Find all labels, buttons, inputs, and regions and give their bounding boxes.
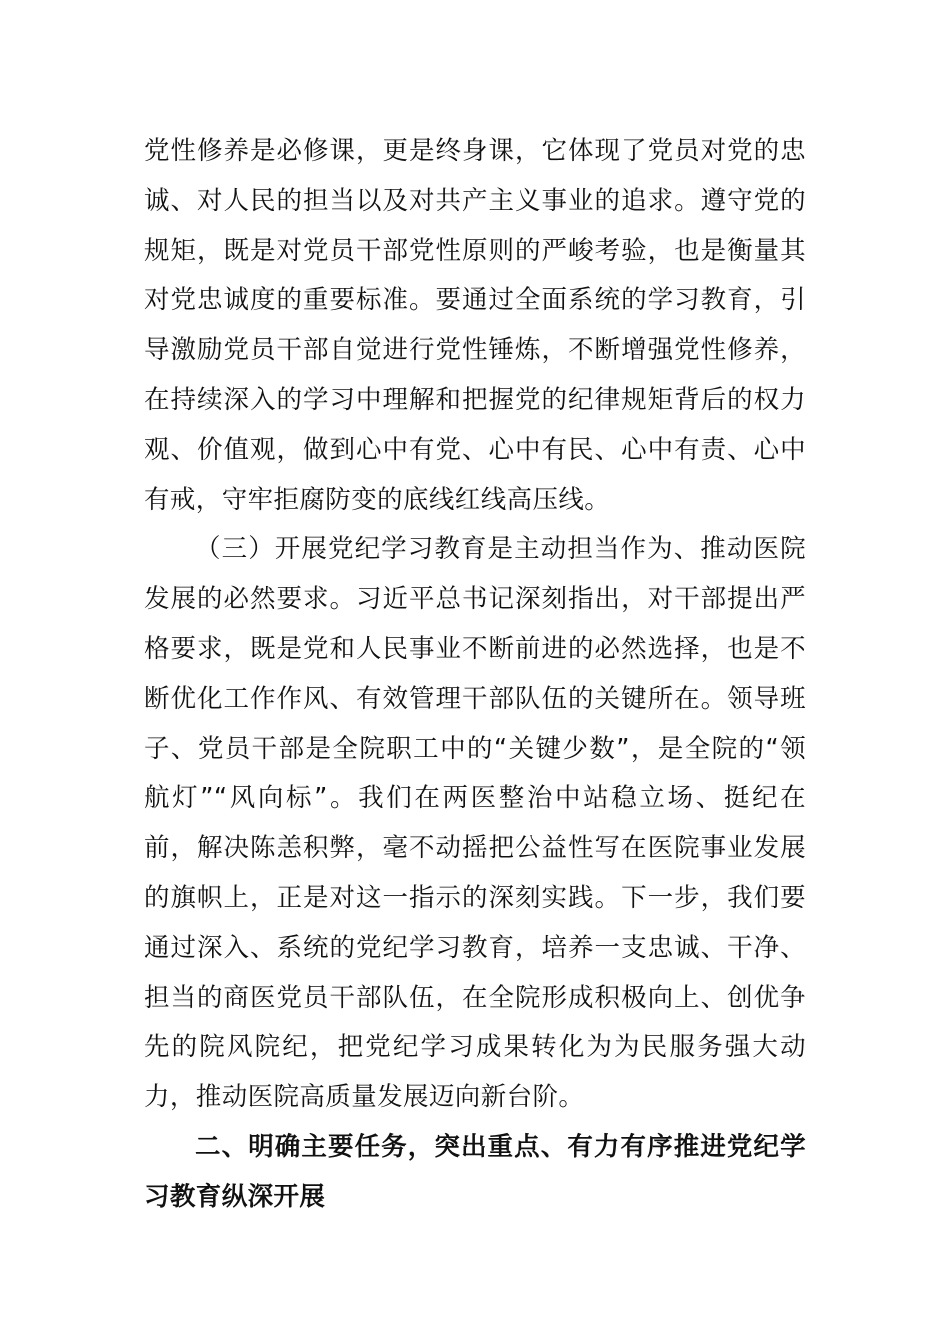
paragraph-hospital-development: （三）开展党纪学习教育是主动担当作为、推动医院发展的必然要求。习近平总书记深刻指出，对干部提出严格要求，既是党和人民事业不断前进的必然选择，也是不断优化工作作风、有效管理干部队伍的关键所在。领导班子、党员干部是全院职工中的“关键少数”，是全院的“领航灯”“风向标”。我们在两医整治中站稳立场、挺纪在前，解决陈恙积弊，毫不动摇把公益性写在医院事业发展的旗帜上，正是对这一指示的深刻实践。下一步，我们要通过深入、系统的党纪学习教育，培养一支忠诚、干净、担当的商医党员干部队伍，在全院形成积极向上、创优争先的院风院纪，把党纪学习成果转化为为民服务强大动力，推动医院高质量发展迈向新台阶。: [144, 534, 806, 1113]
document-body: [144, 127, 806, 1223]
section-heading-main-tasks: 二、明确主要任务，突出重点、有力有序推进党纪学习教育纵深开展: [144, 1131, 806, 1212]
paragraph-party-cultivation: 党性修养是必修课，更是终身课，它体现了党员对党的忠诚、对人民的担当以及对共产主义事业的追求。遵守党的规矩，既是对党员干部党性原则的严峻考验，也是衡量其对党忠诚度的重要标准。要通过全面系统的学习教育，引导激励党员干部自觉进行党性锤炼，不断增强党性修养，在持续深入的学习中理解和把握党的纪律规矩背后的权力观、价值观，做到心中有党、心中有民、心中有责、心中有戒，守牢拒腐防变的底线红线高压线。: [144, 136, 806, 515]
